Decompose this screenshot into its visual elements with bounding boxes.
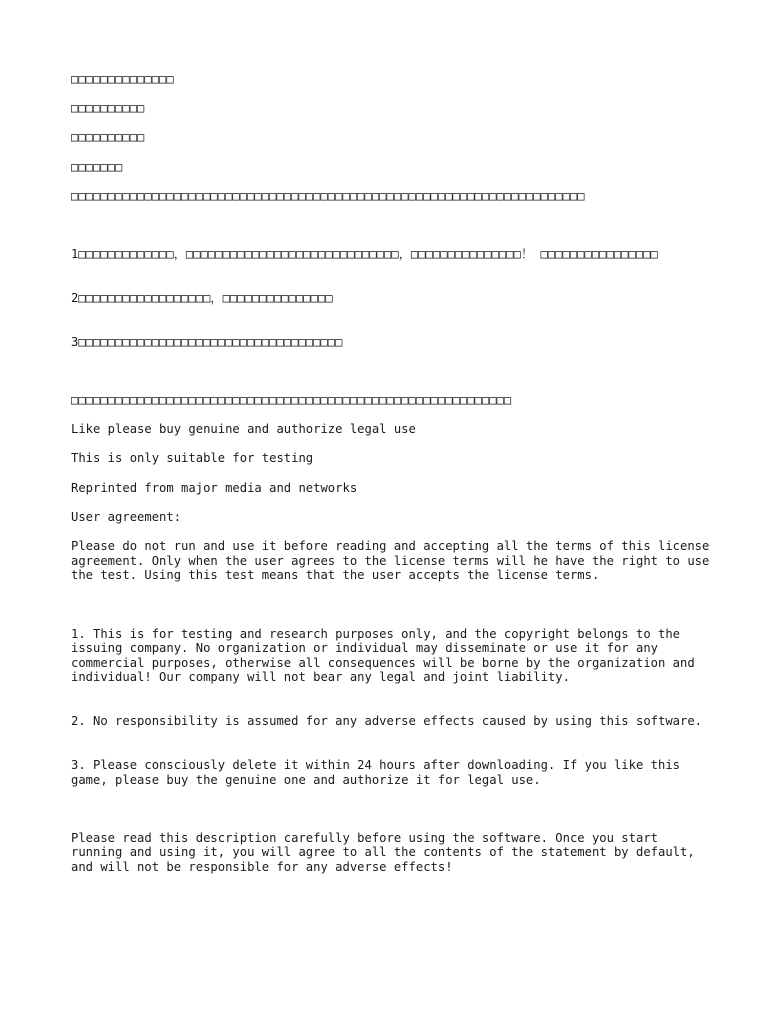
garbled-line-4: □□□□□□□ <box>71 159 123 174</box>
agreement-term-1: 1. This is for testing and research purposes only, and the copyright belongs to the issuing company. No organization or individual may disseminate or use it for any commercial purposes, otherwise all consequences will be borne by the organization and individual! Our company will not bear any legal and joint liability. <box>71 626 703 685</box>
garbled-line-6: □□□□□□□□□□□□□□□□□□□□□□□□□□□□□□□□□□□□□□□□□□□□□□□□□□□□□□□□□□□□ <box>71 393 512 408</box>
garbled-line-5: □□□□□□□□□□□□□□□□□□□□□□□□□□□□□□□□□□□□□□□□□□□□□□□□□□□□□□□□□□□□□□□□□□□□□□ <box>71 188 585 203</box>
agreement-term-3: 3. Please consciously delete it within 24 hours after downloading. If you like this game, please buy the genuine one and authorize it for legal use. <box>71 757 688 787</box>
agreement-intro: Please do not run and use it before reading and accepting all the terms of this license agreement. Only when the user agrees to the license terms will he have the right to use the test. Using this test means that the user accepts the license terms. <box>71 539 717 583</box>
agreement-terms-list <box>71 597 711 816</box>
garbled-term-3: 3□□□□□□□□□□□□□□□□□□□□□□□□□□□□□□□□□□□□ <box>71 334 343 349</box>
reprinted-text: Reprinted from major media and networks <box>71 480 358 495</box>
garbled-term-2: 2□□□□□□□□□□□□□□□□□□，□□□□□□□□□□□□□□□ <box>71 290 333 305</box>
closing-statement: Please read this description carefully before using the software. Once you start running and using it, you will agree to all the contents of the statement by default, and will not be responsible for any adverse effects! <box>71 830 703 875</box>
garbled-terms-list <box>71 218 711 379</box>
user-agreement-heading: User agreement: <box>71 509 182 524</box>
testing-only-text: This is only suitable for testing <box>71 451 314 466</box>
garbled-line-2: □□□□□□□□□□ <box>71 101 145 116</box>
garbled-term-1: 1□□□□□□□□□□□□□，□□□□□□□□□□□□□□□□□□□□□□□□□□□□□，□□□□□□□□□□□□□□□！ □□□□□□□□□□□□□□□□ <box>71 247 658 262</box>
agreement-term-2: 2. No responsibility is assumed for any adverse effects caused by using this software. <box>71 714 703 729</box>
garbled-line-3: □□□□□□□□□□ <box>71 130 145 145</box>
buy-genuine-text: Like please buy genuine and authorize legal use <box>71 422 416 437</box>
document-page <box>71 72 717 889</box>
garbled-line-1: □□□□□□□□□□□□□□ <box>71 72 174 86</box>
